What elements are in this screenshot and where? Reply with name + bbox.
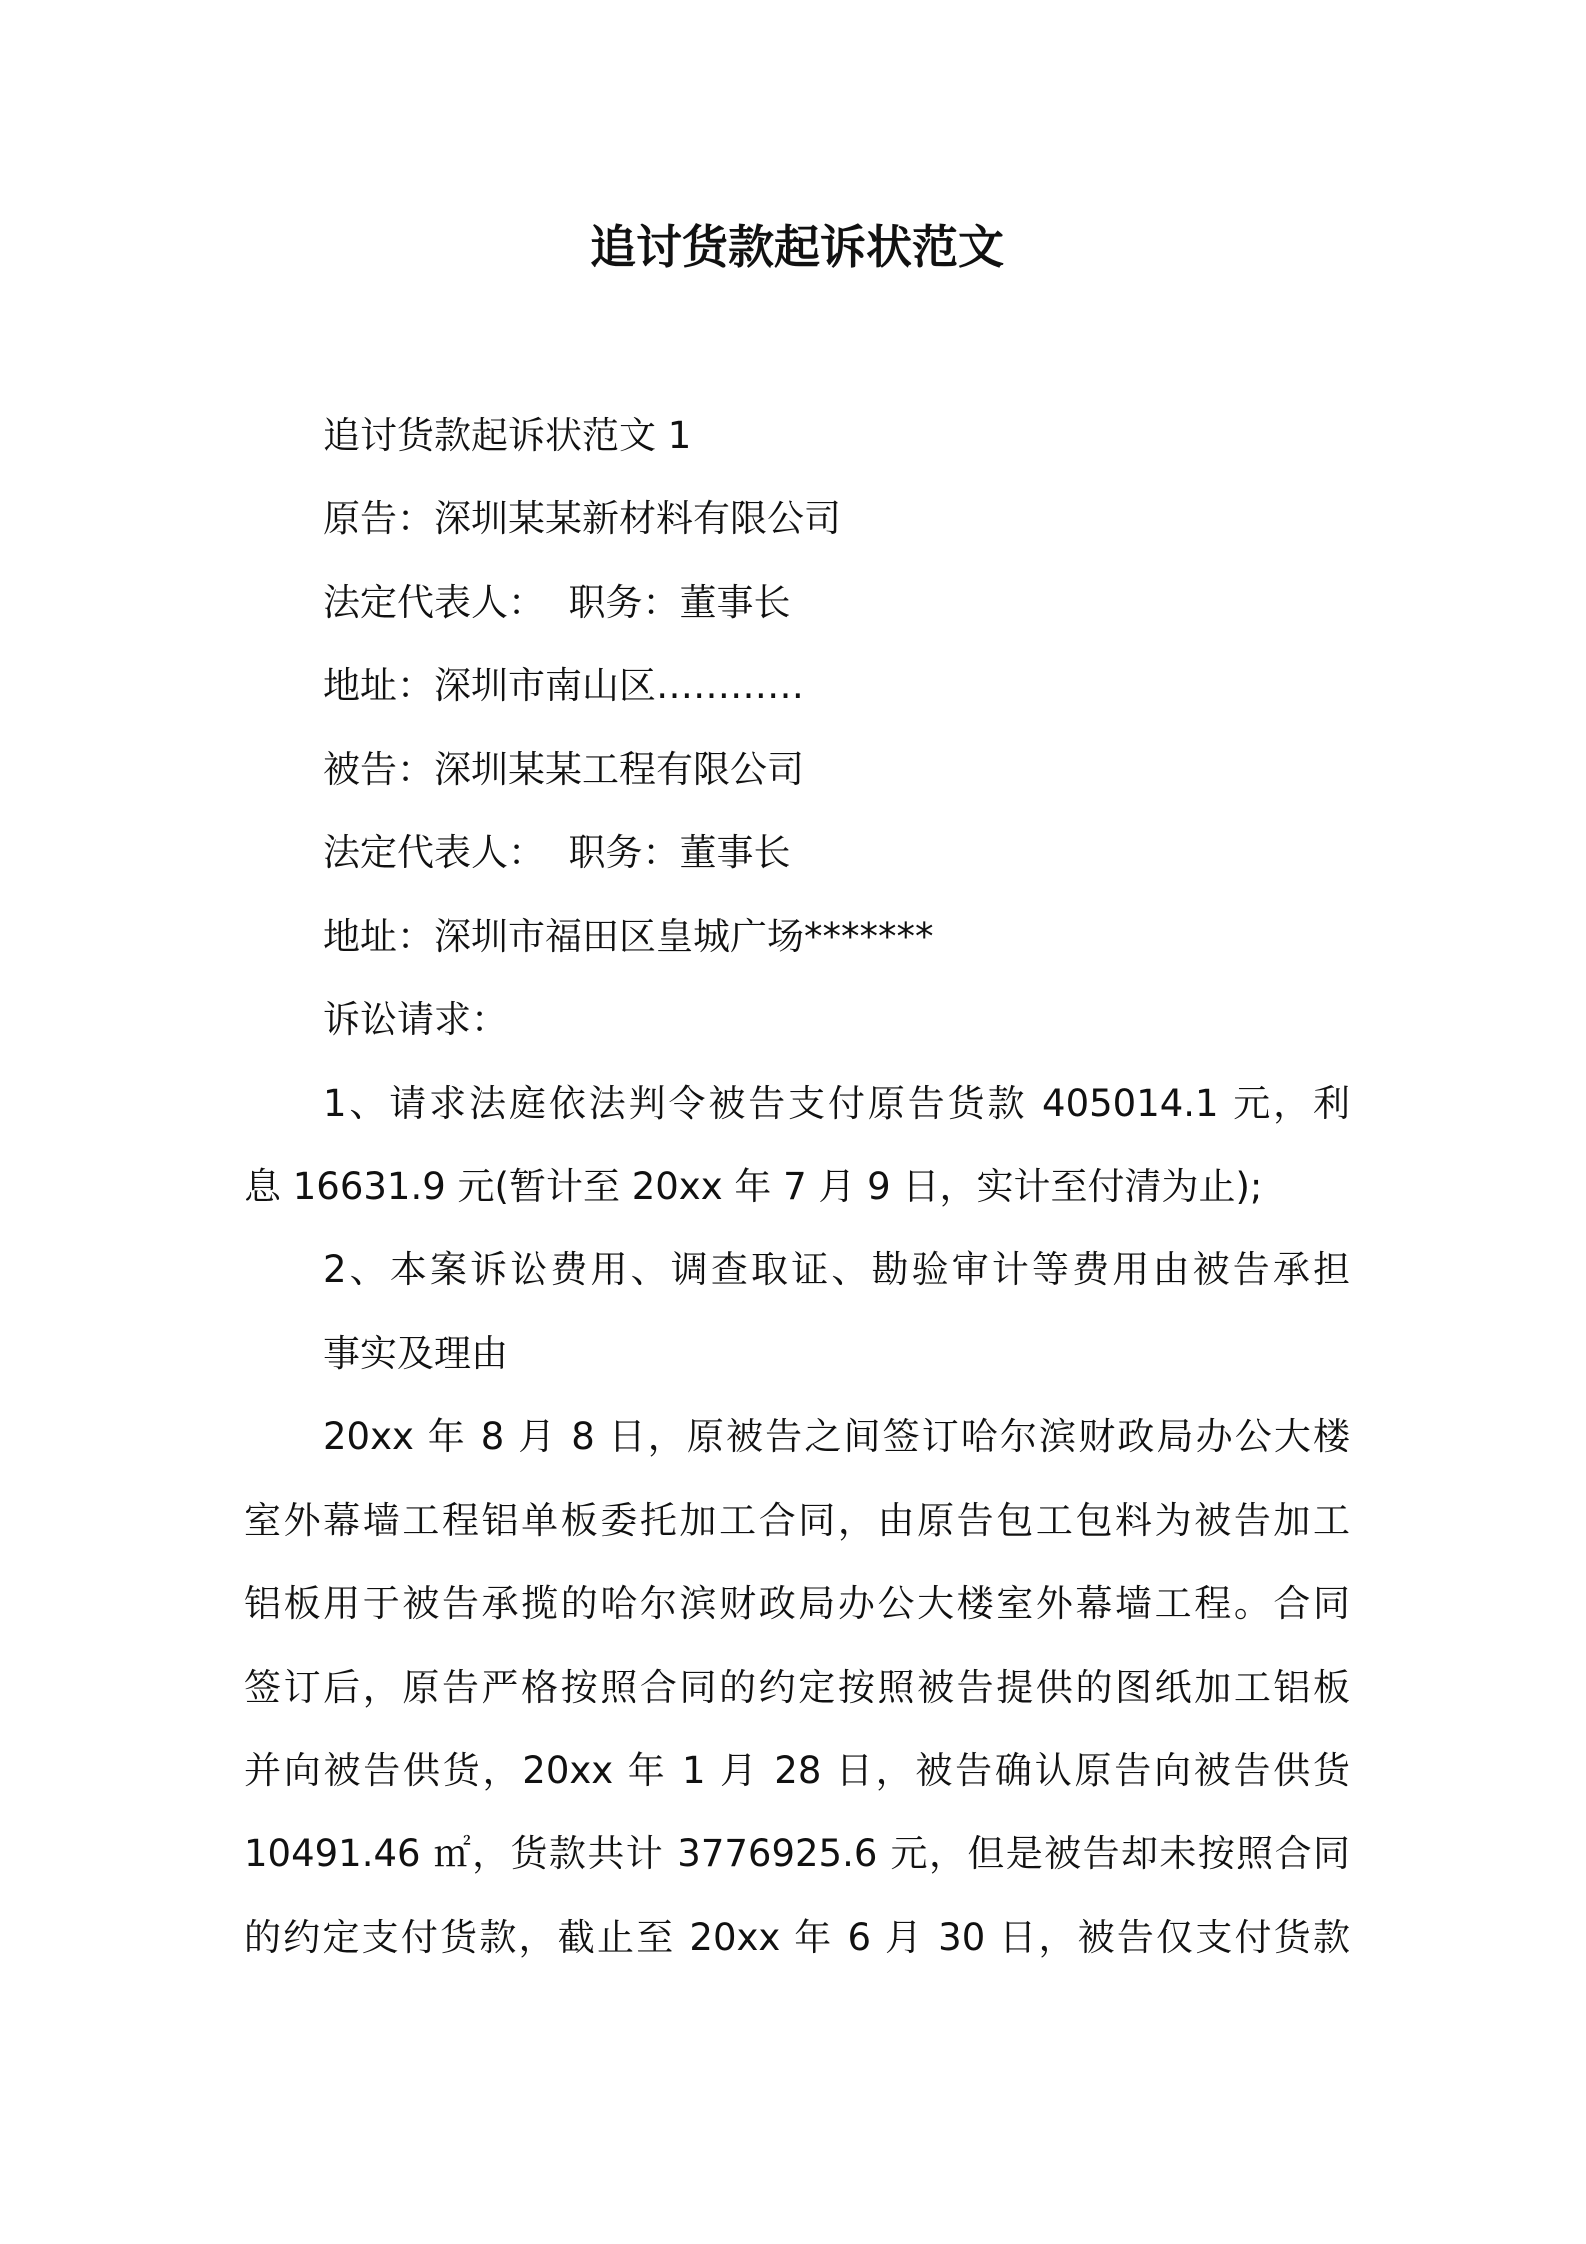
section-heading — [244, 394, 1350, 477]
text-line: 地址：深圳市福田区皇城广场******* — [323, 914, 934, 958]
text-line: 原告：深圳某某新材料有限公司 — [323, 497, 841, 541]
text-line: 铝板用于被告承揽的哈尔滨财政局办公大楼室外幕墙工程。合同 — [244, 1582, 1350, 1626]
plaintiff-name — [244, 477, 1350, 560]
text-line: 20xx 年 8 月 8 日，原被告之间签订哈尔滨财政局办公大楼 — [323, 1415, 1350, 1459]
text-line: 法定代表人： 职务：董事长 — [323, 831, 791, 875]
document-title: 追讨货款起诉状范文 — [590, 220, 1004, 274]
claims-heading — [244, 978, 1350, 1061]
claim-item-1 — [244, 1062, 1350, 1229]
text-line: 并向被告供货，20xx 年 1 月 28 日，被告确认原告向被告供货 — [244, 1749, 1350, 1792]
text-line: 的约定支付货款，截止至 20xx 年 6 月 30 日，被告仅支付货款 — [244, 1915, 1350, 1959]
text-line: 法定代表人： 职务：董事长 — [323, 580, 791, 624]
text-line: 10491.46 ㎡，货款共计 3776925.6 元，但是被告却未按照合同 — [244, 1832, 1350, 1876]
text-line: 1、请求法庭依法判令被告支付原告货款 405014.1 元，利 — [323, 1081, 1350, 1125]
text-line: 被告：深圳某某工程有限公司 — [323, 747, 804, 791]
text-line: 追讨货款起诉状范文 1 — [323, 414, 692, 457]
claim-item-2 — [244, 1228, 1350, 1311]
document-body — [244, 394, 1350, 1979]
defendant-name — [244, 728, 1350, 811]
defendant-address — [244, 895, 1350, 978]
text-line: 地址：深圳市南山区………… — [323, 664, 804, 708]
plaintiff-address — [244, 644, 1350, 727]
text-line: 2、本案诉讼费用、调查取证、勘验审计等费用由被告承担 — [323, 1248, 1350, 1292]
defendant-representative — [244, 811, 1350, 894]
text-line: 诉讼请求： — [323, 998, 508, 1042]
text-line: 息 16631.9 元(暂计至 20xx 年 7 月 9 日，实计至付清为止); — [244, 1164, 1263, 1208]
facts-heading — [244, 1312, 1350, 1395]
text-line: 签订后，原告严格按照合同的约定按照被告提供的图纸加工铝板 — [244, 1665, 1350, 1709]
text-line: 事实及理由 — [323, 1331, 508, 1375]
plaintiff-representative — [244, 561, 1350, 644]
facts-paragraph — [244, 1395, 1350, 1979]
text-line: 室外幕墙工程铝单板委托加工合同，由原告包工包料为被告加工 — [244, 1498, 1350, 1542]
